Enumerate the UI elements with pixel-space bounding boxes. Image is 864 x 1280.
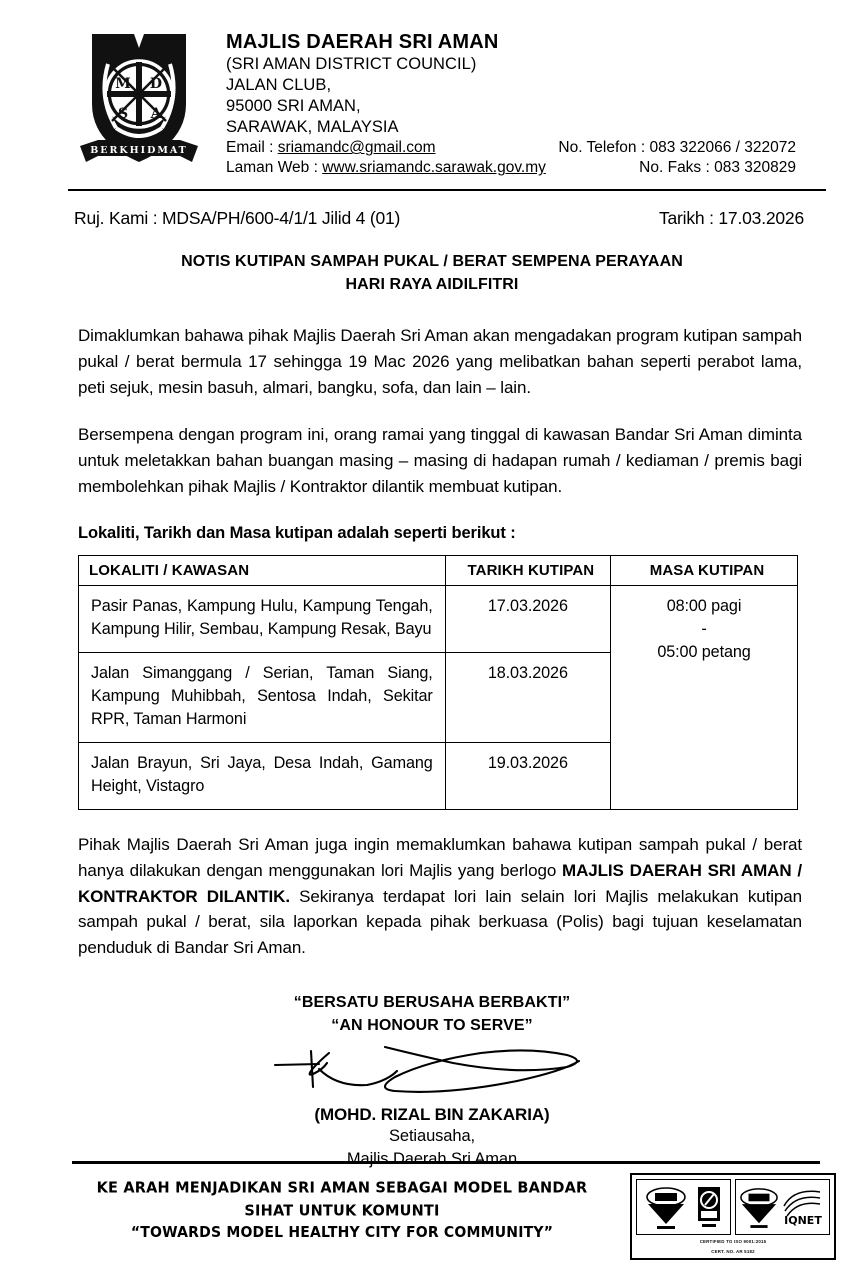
cell-date: 18.03.2026 [445,652,610,742]
cell-date: 19.03.2026 [445,742,610,809]
time-end: 05:00 petang [657,642,751,661]
email-field [226,138,436,158]
svg-text:A: A [150,106,162,122]
address-line-3: SARAWAK, MALAYSIA [226,118,399,137]
signatory-organisation: Majlis Daerah Sri Aman [346,1150,518,1169]
paragraph-3-emphasis: MAJLIS DAERAH SRI AMAN / KONTRAKTOR DILANTIK. [78,860,802,906]
time-start: 08:00 pagi [666,596,742,615]
cert-cell-iqnet [735,1179,830,1235]
organisation-details [200,22,804,178]
signature-area [0,1039,864,1105]
cert-cell-msiso [636,1179,731,1235]
page-footer [0,1161,864,1260]
cell-time-range [611,585,798,809]
document-body [0,323,864,543]
council-motto [0,991,864,1037]
svg-text:M: M [115,76,131,92]
email-label: Email : [226,139,274,157]
cell-locality: Jalan Simanggang / Serian, Taman Siang, Kampung Muhibbah, Sentosa Indah, Sekitar RPR, Taman Harmoni [79,652,446,742]
certification-mark-icon [645,1184,687,1230]
signatory-role: Setiausaha, [388,1127,476,1146]
table-row [79,585,798,652]
paragraph-3 [78,832,802,961]
email-link[interactable]: sriamandc@gmail.com [277,139,436,157]
org-name-english: (SRI AMAN DISTRICT COUNCIL) [226,55,477,74]
paragraph-2: Bersempena dengan program ini, orang ramai yang tinggal di kawasan Bandar Sri Aman diminta untuk meletakkan bahan buangan masing – masing di hadapan rumah / kediaman / premis bagi membolehkan pihak Majlis / Kontraktor dilantik membuat kutipan. [78,425,802,497]
collection-schedule-table [78,555,798,810]
column-header-date: TARIKH KUTIPAN [445,555,610,585]
column-header-locality: LOKALITI / KAWASAN [79,555,446,585]
svg-text:IQNET: IQNET [783,1213,822,1227]
paragraph-1: Dimaklumkan bahawa pihak Majlis Daerah Sri Aman akan mengadakan program kutipan sampah pukal / berat bermula 17 sehingga 19 Mac 2026 yang melibatkan bahan seperti perabot lama, peti sejuk, mesin basuh, almari, bangku, sofa, dan lain – lain. [78,325,802,397]
title-line-2: HARI RAYA AIDILFITRI [345,276,519,294]
certification-marks [630,1173,836,1260]
fax-number: No. Faks : 083 320829 [639,159,796,177]
website-field [226,158,546,178]
motto-line-en: “AN HONOUR TO SERVE” [331,1017,533,1035]
email-row [226,138,804,158]
cell-locality: Jalan Brayun, Sri Jaya, Desa Indah, Gamang Height, Vistagro [79,742,446,809]
website-link[interactable]: www.sriamandc.sarawak.gov.my [322,159,546,177]
cell-date: 17.03.2026 [445,585,610,652]
handwritten-signature-icon [267,1039,597,1101]
svg-text:BERKHIDMAT: BERKHIDMAT [90,145,188,156]
letterhead [0,0,864,178]
document-date: Tarikh : 17.03.2026 [658,208,804,229]
signatory-name: (MOHD. RIZAL BIN ZAKARIA) [314,1105,550,1125]
cell-locality: Pasir Panas, Kampung Hulu, Kampung Tengah, Kampung Hilir, Sembau, Kampung Resak, Bayu [79,585,446,652]
crest-icon [78,26,200,174]
slogan-line-en: “TOWARDS MODEL HEALTHY CITY FOR COMMUNITY” [130,1224,554,1241]
column-header-time: MASA KUTIPAN [611,555,798,585]
title-line-1: NOTIS KUTIPAN SAMPAH PUKAL / BERAT SEMPENA PERAYAAN [181,253,683,271]
certification-mark-icon [739,1184,779,1230]
reference-line [0,191,864,229]
sirim-mark-icon [696,1185,722,1229]
schedule-table-wrapper [0,555,864,810]
reference-number: Ruj. Kami : MDSA/PH/600-4/1/1 Jilid 4 (01) [74,208,401,229]
website-row [226,158,804,178]
certification-number-line-2: CERT. NO. AR 5182 [711,1249,755,1255]
iqnet-logo-icon [780,1186,826,1228]
paragraph-3-part-b: Sekiranya terdapat lori lain selain lori Majlis melakukan kutipan sampah pukal / berat, sila laporkan kepada pihak berkuasa (Polis) bagi tujuan keselamatan penduduk di Bandar Sri Aman. [78,886,802,958]
paragraph-3-part-a: Pihak Majlis Daerah Sri Aman juga ingin memaklumkan bahawa kutipan sampah pukal / berat hanya dilakukan dengan menggunakan lori Majlis yang berlogo [78,834,802,880]
svg-text:D: D [149,76,163,92]
footer-slogan [70,1173,630,1245]
address-line-1: JALAN CLUB, [226,76,332,95]
motto-line-bm: “BERSATU BERUSAHA BERBAKTI” [293,994,571,1012]
document-title [0,251,864,296]
org-name: MAJLIS DAERAH SRI AMAN [226,31,499,53]
table-header-row [79,555,798,585]
council-crest-logo [78,22,200,174]
time-separator: - [701,619,707,638]
telephone-number: No. Telefon : 083 322066 / 322072 [558,139,796,157]
address-line-2: 95000 SRI AMAN, [226,97,361,116]
slogan-line-bm: KE ARAH MENJADIKAN SRI AMAN SEBAGAI MODEL BANDAR SIHAT UNTUK KOMUNTI [96,1179,588,1221]
certification-number-line-1: CERTIFIED TO ISO 9001:2015 [699,1238,767,1244]
svg-text:S: S [117,106,129,122]
table-lead-in-text: Lokaliti, Tarikh dan Masa kutipan adalah seperti berikut : [78,523,516,542]
document-body-closing [0,832,864,961]
website-label: Laman Web : [226,159,318,177]
